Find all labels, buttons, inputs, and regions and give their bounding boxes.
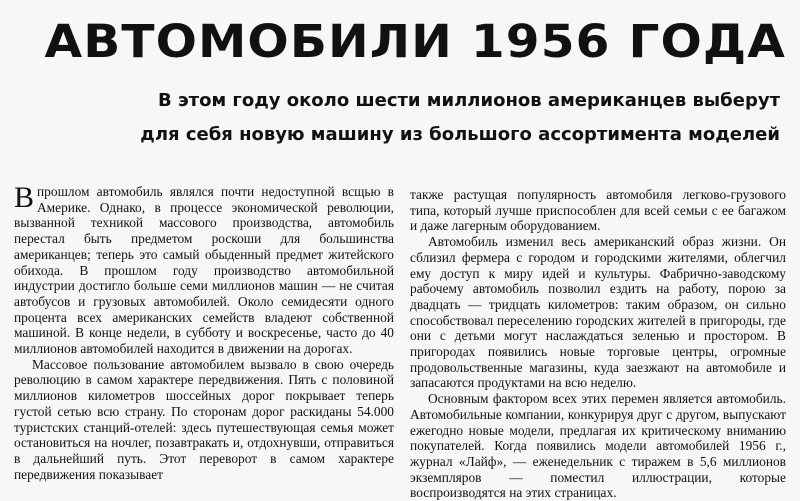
paragraph: Основным фактором всех этих перемен является автомобиль. Автомобильные компании, конкурируя друг с другом, выпускают ежегодно новые модели, предлагая их критическому вниманию покупателей. Когда появились модели автомобилей 1956 г., журнал «Лайф», — еженедельник с тиражем в 5,6 миллионов экземпляров — поместил иллюстрации, которые воспроизводятся на этих страницах.	[410, 391, 786, 501]
paragraph-text: прошлом автомобиль являлся почти недоступной всщью в Америке. Однако, в процессе экономической революции, вызванной техникой массового производства, автомобиль перестал быть предметом роскоши для большинства американцев; теперь это самый обыденный предмет житейского обихода. В прошлом году производство автомобильной индустрии достигло больше семи миллионов машин — не считая автобусов и грузовых автомобилей. Около семидесяти одного процента всех американских семейств владеют собственной машиной. В конце недели, в субботу и воскресенье, часто до 40 миллионов автомобилей находится в движении на дорогах.	[14, 184, 394, 357]
drop-cap: В	[14, 181, 35, 214]
paragraph	[14, 181, 394, 357]
right-column	[410, 187, 786, 501]
subtitle-line-2: для себя новую машину из большого ассортимента моделей	[140, 124, 780, 145]
left-column	[14, 181, 394, 482]
paragraph: также растущая популярность автомобиля легково-грузового типа, который лучше приспособлен для всей семьи с ее багажом и даже лагерным оборудованием.	[410, 187, 786, 234]
paragraph: Массовое пользование автомобилем вызвало в свою очередь революцию в самом характере передвижения. Пять с половиной миллионов километров шоссейных дорог покрывает теперь густой сетью всю страну. По сторонам дорог раскиданы 54.000 туристских станций-отелей: здесь путешествующая семья может остановиться на ночлег, позавтракать и, отдохнувши, отправиться в дальнейший путь. Этот переворот в самом характере передвижения показывает	[14, 356, 394, 482]
paragraph: Автомобиль изменил весь американский образ жизни. Он сблизил фермера с городом и городскими жителями, облегчил ему доступ к миру идей и культуры. Фабрично-заводскому рабочему автомобиль позволил ездить на работу, порою за двадцать — тридцать километров: таким образом, он сильно способствовал переселению городских жителей в пригороды, где они с детьми могут наслаждаться зеленью и простором. В пригородах появились новые торговые центры, огромные продовольственные магазины, куда заезжают на автомобиле и запасаются продуктами на всю неделю.	[410, 234, 786, 391]
subtitle-line-1: В этом году около шести миллионов американцев выберут	[157, 90, 780, 111]
article-title: АВТОМОБИЛИ 1956 ГОДА	[44, 15, 786, 68]
